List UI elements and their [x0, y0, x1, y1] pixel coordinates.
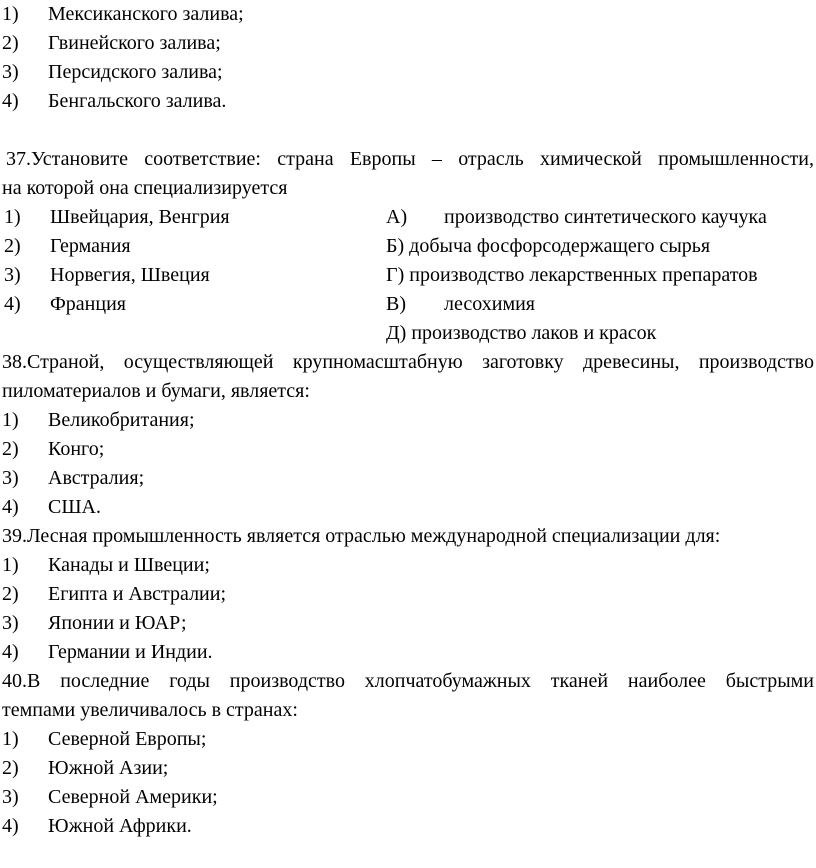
q38-option-3-text: Австралия;: [48, 467, 145, 489]
q37-right-v-letter: В): [386, 293, 406, 315]
q38-option-2-number: 2): [2, 438, 19, 460]
q37-question-line-1: 37.Установите соответствие: страна Европы – отрасль химической промышленности,: [6, 148, 814, 170]
q39-option-2: [2, 580, 814, 609]
q36-option-1: [2, 0, 814, 29]
q38-option-1-text: Великобритания;: [48, 409, 195, 431]
q40-option-4: [2, 812, 814, 841]
q38-question-line-1: 38.Страной, осуществляющей крупномасштабную заготовку древесины, производство: [2, 351, 814, 373]
q37-match-row-1: [2, 203, 814, 232]
q39-option-4: [2, 638, 814, 667]
q38-question-line-2: пиломатериалов и бумаги, является:: [2, 380, 310, 402]
q36-option-3-number: 3): [2, 61, 19, 83]
q36-option-3-text: Персидского залива;: [48, 61, 223, 83]
q40-option-3: [2, 783, 814, 812]
q37-right-g-text: производство лекарственных препаратов: [409, 264, 758, 286]
q37-left-2-number: 2): [4, 235, 21, 257]
q40-option-2-text: Южной Азии;: [48, 757, 169, 779]
q40-option-4-text: Южной Африки.: [48, 815, 192, 837]
q36-option-4: [2, 87, 814, 116]
q38-option-4-text: США.: [48, 496, 101, 518]
q37-match-row-4: [2, 290, 814, 319]
q40-option-3-text: Северной Америки;: [48, 786, 218, 808]
q37-left-1-number: 1): [4, 206, 21, 228]
q36-option-2-number: 2): [2, 32, 19, 54]
q40-option-1-text: Северной Европы;: [48, 728, 207, 750]
q39-option-2-text: Египта и Австралии;: [48, 583, 227, 605]
q40-option-2: [2, 754, 814, 783]
q36-option-1-number: 1): [2, 3, 19, 25]
q36-option-2: [2, 29, 814, 58]
q38-option-2: [2, 435, 814, 464]
q36-option-3: [2, 58, 814, 87]
q37-right-a-text: производство синтетического каучука: [444, 206, 767, 228]
q38-option-3: [2, 464, 814, 493]
q36-option-4-number: 4): [2, 90, 19, 112]
q36-option-4-text: Бенгальского залива.: [48, 90, 227, 112]
q37-left-2-text: Германия: [50, 235, 131, 257]
q40-option-2-number: 2): [2, 757, 19, 779]
q37-right-g-letter: Г): [386, 264, 405, 286]
q37-right-a-letter: А): [386, 206, 408, 228]
q40-option-4-number: 4): [2, 815, 19, 837]
q37-left-3-text: Норвегия, Швеция: [50, 264, 210, 286]
q37-right-v-text: лесохимия: [444, 293, 535, 315]
q37-right-d-text: производство лаков и красок: [411, 322, 657, 344]
q36-option-1-text: Мексиканского залива;: [48, 3, 244, 25]
q36-option-2-text: Гвинейского залива;: [48, 32, 221, 54]
q37-right-b-letter: Б): [386, 235, 405, 257]
q39-option-1-text: Канады и Швеции;: [48, 554, 210, 576]
q37-left-4-number: 4): [4, 293, 21, 315]
q37-match-row-3: [2, 261, 814, 290]
q38-option-4-number: 4): [2, 496, 19, 518]
q38-option-4: [2, 493, 814, 522]
q37-right-d-letter: Д): [386, 322, 407, 344]
q40-question-line-1: 40.В последние годы производство хлопчатобумажных тканей наиболее быстрыми: [2, 670, 814, 692]
q39-option-2-number: 2): [2, 583, 19, 605]
q37-match-row-2: [2, 232, 814, 261]
q37-left-3-number: 3): [4, 264, 21, 286]
q38-option-1-number: 1): [2, 409, 19, 431]
q39-option-3-text: Японии и ЮАР;: [48, 612, 187, 634]
q37-question-line-2: на которой она специализируется: [2, 177, 288, 199]
q40-option-1: [2, 725, 814, 754]
q39-option-1: [2, 551, 814, 580]
q39-option-4-text: Германии и Индии.: [48, 641, 213, 663]
q40-question-line-2: темпами увеличивалось в странах:: [2, 699, 298, 721]
q38-option-2-text: Конго;: [48, 438, 105, 460]
q37-match-row-5: [2, 319, 814, 348]
q39-question-line-1: 39.Лесная промышленность является отраслью международной специализации для:: [2, 525, 721, 547]
q39-option-1-number: 1): [2, 554, 19, 576]
q40-option-1-number: 1): [2, 728, 19, 750]
q39-option-3: [2, 609, 814, 638]
q40-option-3-number: 3): [2, 786, 19, 808]
q39-option-4-number: 4): [2, 641, 19, 663]
q37-left-1-text: Швейцария, Венгрия: [50, 206, 230, 228]
q39-option-3-number: 3): [2, 612, 19, 634]
q38-option-1: [2, 406, 814, 435]
q37-right-b-text: добыча фосфорсодержащего сырья: [409, 235, 711, 257]
q37-left-4-text: Франция: [50, 293, 126, 315]
q38-option-3-number: 3): [2, 467, 19, 489]
